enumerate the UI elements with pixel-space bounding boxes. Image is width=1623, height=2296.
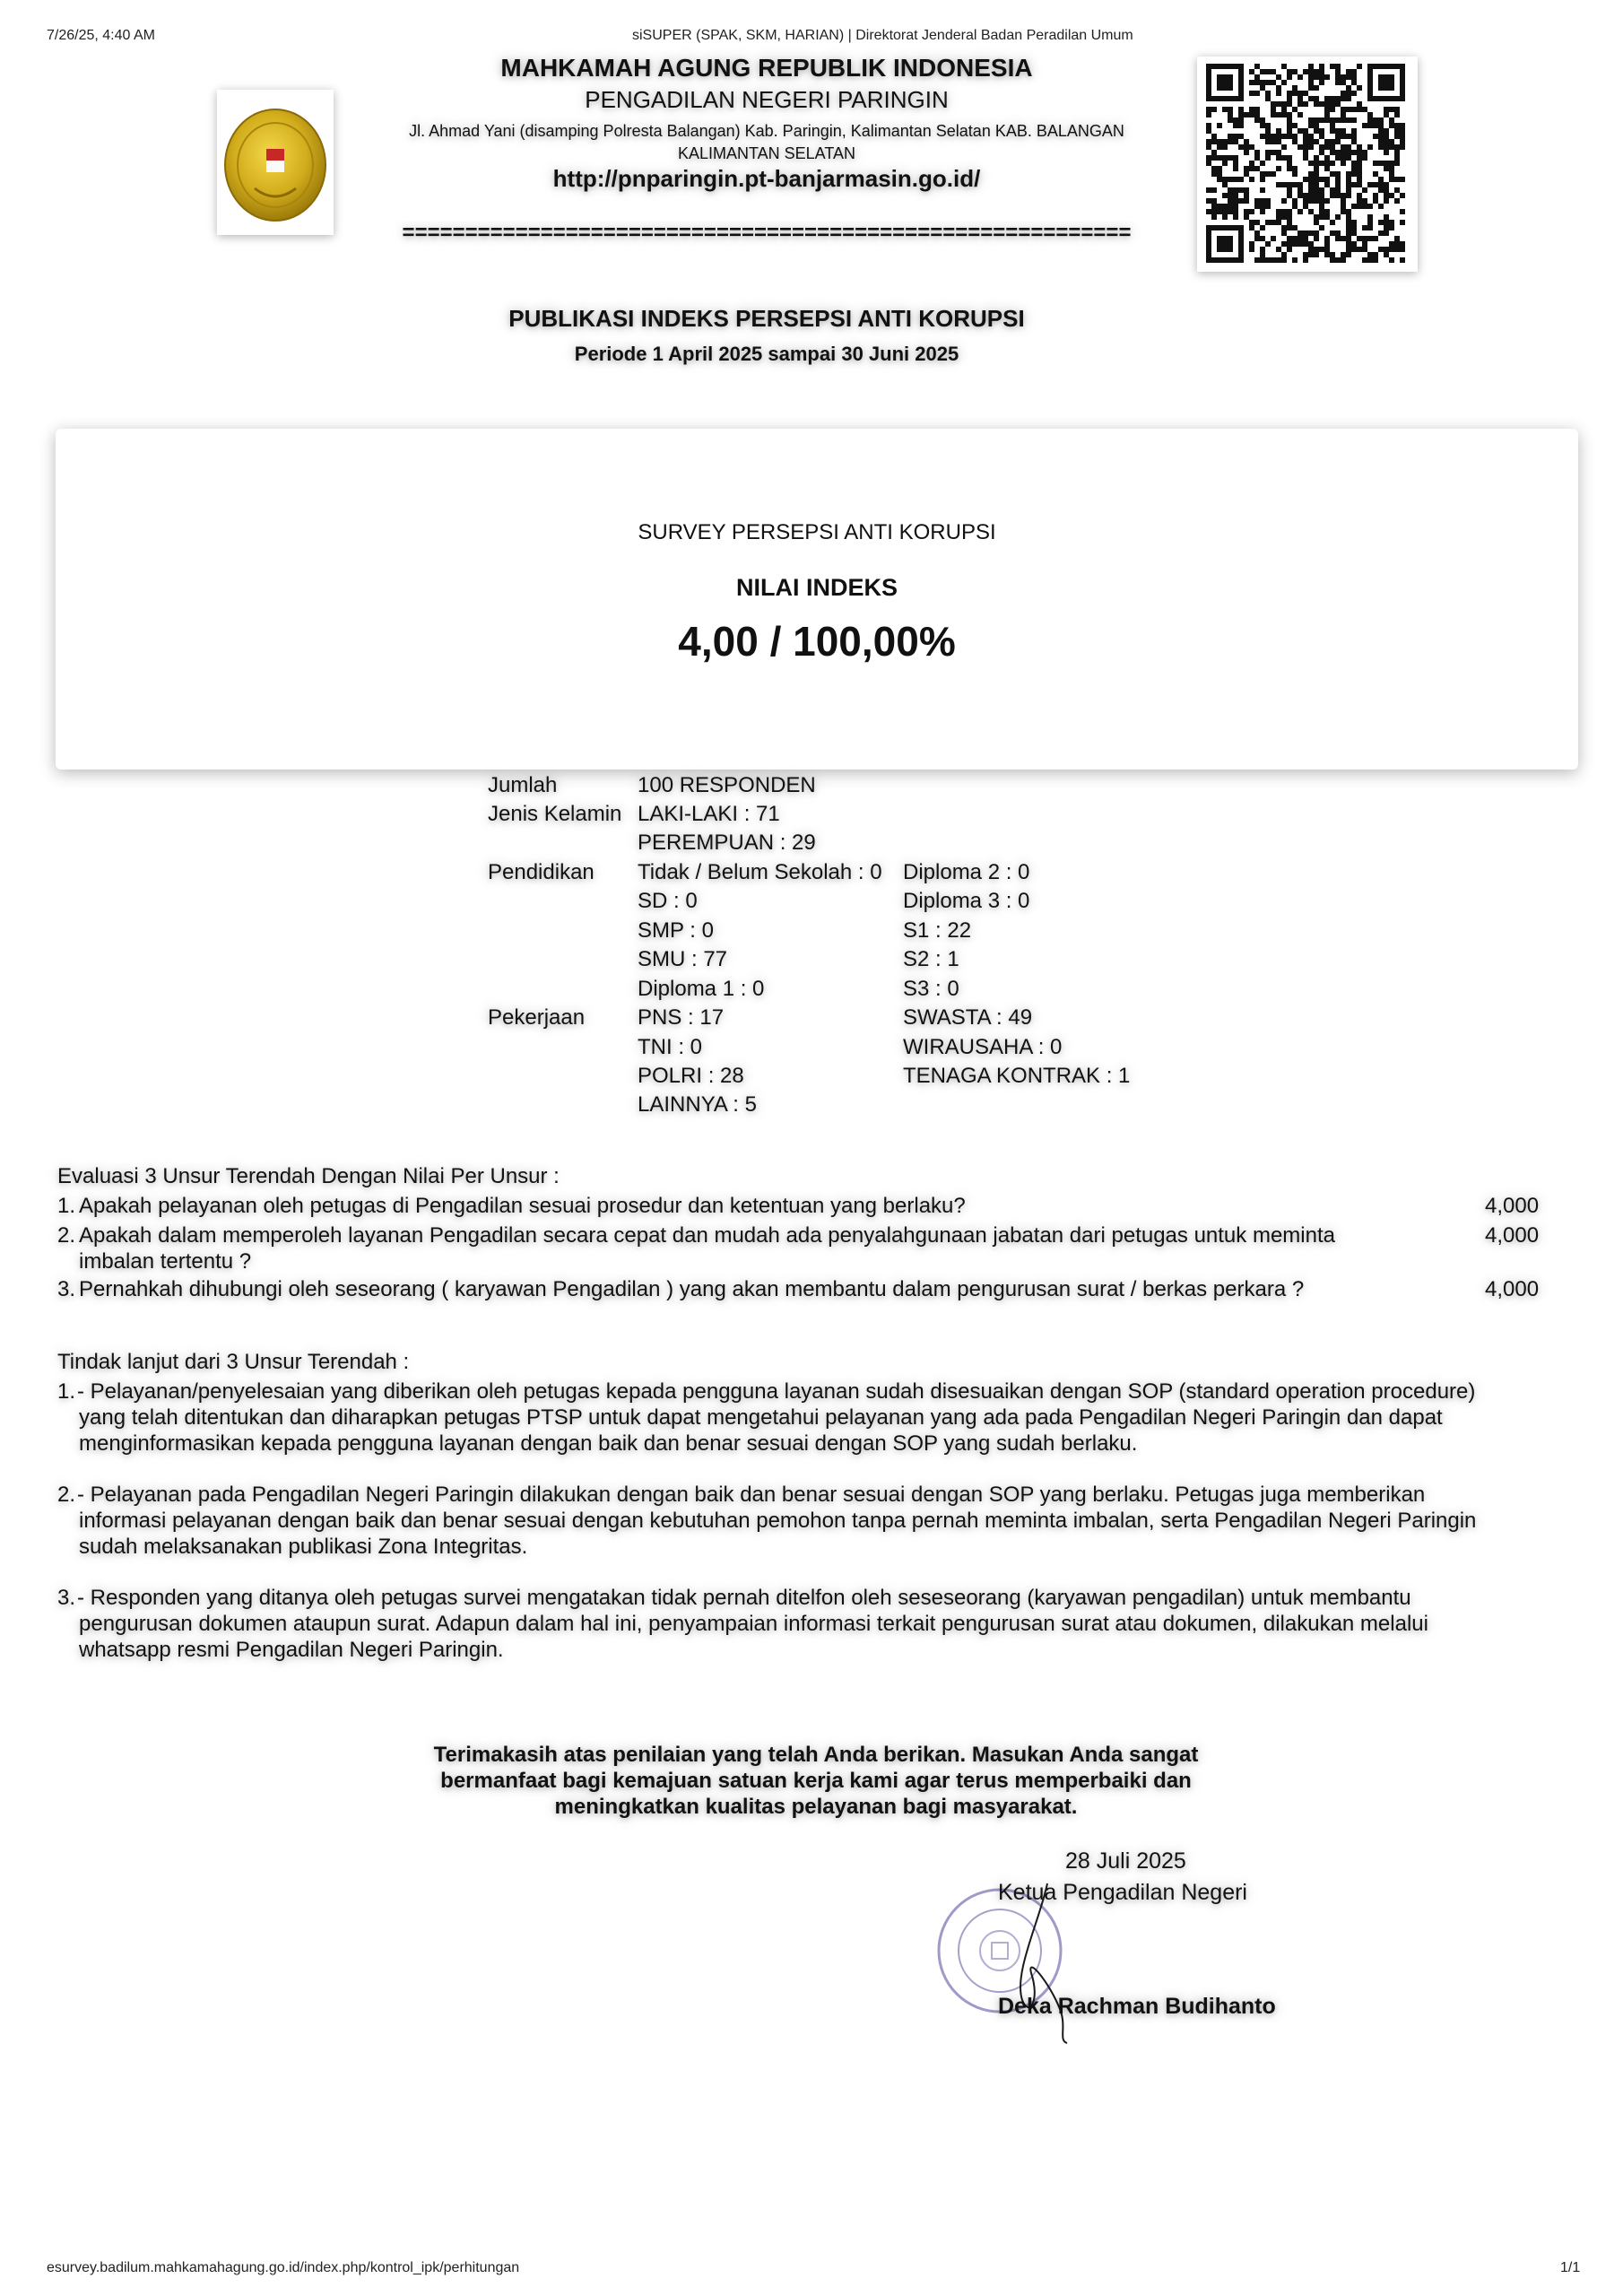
court-logo [217, 90, 334, 235]
index-card-label: SURVEY PERSEPSI ANTI KORUPSI [638, 520, 996, 544]
job-item: WIRAUSAHA : 0 [903, 1035, 1063, 1059]
education-item: S3 : 0 [903, 977, 959, 1001]
followup-item [57, 1378, 1591, 1459]
evaluation-item-score: 4,000 [1485, 1223, 1540, 1248]
education-label: Pendidikan [488, 860, 595, 884]
education-item: S1 : 22 [903, 918, 972, 943]
jumlah-value: 100 RESPONDEN [638, 773, 816, 797]
evaluation-item-number: 2. [57, 1223, 76, 1248]
job-item: TENAGA KONTRAK : 1 [903, 1064, 1131, 1088]
qr-code [1197, 57, 1418, 272]
closing-line: Terimakasih atas penilaian yang telah Anda berikan. Masukan Anda sangat [433, 1743, 1199, 1767]
education-item: Tidak / Belum Sekolah : 0 [638, 860, 882, 884]
court-name: PENGADILAN NEGERI PARINGIN [585, 86, 949, 113]
education-item: SD : 0 [638, 889, 698, 913]
court-emblem-icon [217, 90, 334, 235]
closing-line: meningkatkan kualitas pelayanan bagi masyarakat. [554, 1795, 1078, 1819]
evaluation-item-score: 4,000 [1485, 1194, 1540, 1218]
evaluation-item-text: Apakah pelayanan oleh petugas di Pengadilan sesuai prosedur dan ketentuan yang berlaku? [79, 1194, 966, 1218]
followup-item-text: sudah melaksanakan publikasi Zona Integritas. [79, 1535, 528, 1559]
evaluation-item-text-cont: imbalan tertentu ? [79, 1249, 252, 1274]
qr-code-icon [1197, 57, 1418, 272]
education-item: Diploma 3 : 0 [903, 889, 1030, 913]
job-label: Pekerjaan [488, 1005, 586, 1030]
print-datetime: 7/26/25, 4:40 AM [47, 28, 155, 43]
followup-item-number: 3. [57, 1586, 76, 1610]
evaluation-item-text: Apakah dalam memperoleh layanan Pengadilan secara cepat dan mudah ada penyalahgunaan jabatan dari petugas untuk meminta [79, 1223, 1335, 1248]
court-website-link[interactable]: http://pnparingin.pt-banjarmasin.go.id/ [552, 165, 981, 192]
print-url: esurvey.badilum.mahkamahagung.go.id/index.php/kontrol_ipk/perhitungan [47, 2260, 520, 2275]
job-item: SWASTA : 49 [903, 1005, 1033, 1030]
index-card-subtitle: NILAI INDEKS [735, 574, 898, 601]
jumlah-label: Jumlah [488, 773, 558, 797]
followup-heading: Tindak lanjut dari 3 Unsur Terendah : [57, 1350, 410, 1374]
followup-item-text: pengurusan dokumen ataupun surat. Adapun dalam hal ini, penyampaian informasi terkait pengurusan surat atau dokumen, dilakukan melalui [79, 1612, 1428, 1636]
education-item: S2 : 1 [903, 947, 959, 971]
education-item: SMU : 77 [638, 947, 728, 971]
signatory-name: Deka Rachman Budihanto [998, 1994, 1276, 2019]
followup-item-text: - Pelayanan pada Pengadilan Negeri Paringin dilakukan dengan baik dan benar sesuai dengan SOP yang berlaku. Petugas juga memberikan [77, 1483, 1426, 1507]
closing-line: bermanfaat bagi kemajuan satuan kerja kami agar terus memperbaiki dan [440, 1769, 1192, 1793]
evaluation-item-number: 1. [57, 1194, 76, 1218]
gender-male: LAKI-LAKI : 71 [638, 802, 780, 826]
gender-label: Jenis Kelamin [488, 802, 622, 826]
followup-item-text: - Pelayanan/penyelesaian yang diberikan oleh petugas kepada pengguna layanan sudah disesuaikan dengan SOP (standard operation procedure) [77, 1379, 1476, 1404]
job-item: LAINNYA : 5 [638, 1092, 757, 1117]
signature-position: Ketua Pengadilan Negeri [998, 1880, 1247, 1905]
education-item: Diploma 2 : 0 [903, 860, 1030, 884]
header-separator: ========================================================== [402, 221, 1132, 245]
court-address-line1: Jl. Ahmad Yani (disamping Polresta Balangan) Kab. Paringin, Kalimantan Selatan KAB. BALANGAN [409, 122, 1124, 140]
job-item: TNI : 0 [638, 1035, 703, 1059]
evaluation-item [57, 1276, 1546, 1303]
publication-title: PUBLIKASI INDEKS PERSEPSI ANTI KORUPSI [508, 305, 1025, 332]
court-address-line2: KALIMANTAN SELATAN [677, 144, 856, 162]
evaluation-heading: Evaluasi 3 Unsur Terendah Dengan Nilai Per Unsur : [57, 1164, 560, 1188]
evaluation-item-score: 4,000 [1485, 1277, 1540, 1301]
publication-period: Periode 1 April 2025 sampai 30 Juni 2025 [574, 343, 959, 365]
index-value: 4,00 / 100,00% [678, 618, 956, 665]
respondent-summary [488, 771, 1295, 1121]
institution-name: MAHKAMAH AGUNG REPUBLIK INDONESIA [500, 54, 1033, 82]
education-item: SMP : 0 [638, 918, 714, 943]
evaluation-item [57, 1222, 1546, 1276]
followup-item-text: menginformasikan kepada pengguna layanan dengan baik dan benar sesuai dengan SOP yang sudah berlaku. [79, 1431, 1138, 1456]
followup-item-text: - Responden yang ditanya oleh petugas survei mengatakan tidak pernah ditelfon oleh seseseorang (karyawan pengadilan) untuk membantu [77, 1586, 1411, 1610]
evaluation-item [57, 1193, 1546, 1220]
evaluation-item-number: 3. [57, 1277, 76, 1301]
print-page-number: 1/1 [1560, 2260, 1581, 2275]
signature-date: 28 Juli 2025 [1065, 1848, 1186, 1874]
print-page-title: siSUPER (SPAK, SKM, HARIAN) | Direktorat Jenderal Badan Peradilan Umum [632, 28, 1133, 43]
followup-item [57, 1482, 1591, 1562]
evaluation-item-text: Pernahkah dihubungi oleh seseorang ( karyawan Pengadilan ) yang akan membantu dalam pengurusan surat / berkas perkara ? [79, 1277, 1305, 1301]
followup-item-number: 1. [57, 1379, 76, 1404]
index-card [56, 429, 1578, 770]
followup-item [57, 1585, 1591, 1665]
job-item: PNS : 17 [638, 1005, 725, 1030]
followup-item-text: whatsapp resmi Pengadilan Negeri Paringin. [79, 1638, 504, 1662]
gender-female: PEREMPUAN : 29 [638, 831, 816, 855]
followup-item-number: 2. [57, 1483, 76, 1507]
followup-item-text: informasi pelayanan dengan baik dan benar sesuai dengan kebutuhan pemohon tanpa pernah meminta imbalan, serta Pengadilan Negeri Paringin [79, 1509, 1477, 1533]
education-item: Diploma 1 : 0 [638, 977, 765, 1001]
followup-item-text: yang telah ditentukan dan diharapkan petugas PTSP untuk dapat mengetahui pelayanan yang ada pada Pengadilan Negeri Paringin dan dapat [79, 1405, 1443, 1430]
job-item: POLRI : 28 [638, 1064, 744, 1088]
